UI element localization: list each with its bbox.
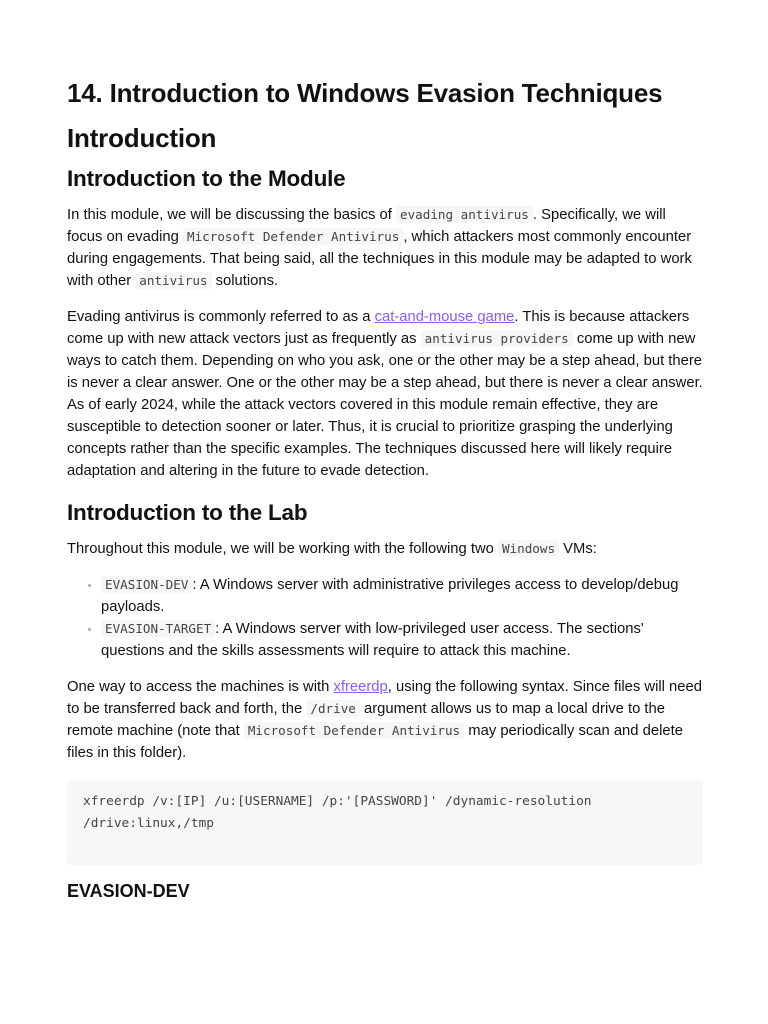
inline-code: Microsoft Defender Antivirus (244, 722, 464, 739)
text: . This is because attackers come up with new attack vectors just as frequently as (67, 309, 690, 347)
section-title: Introduction (67, 123, 217, 153)
lab-heading: Introduction to the Lab (67, 500, 308, 525)
text: One way to access the machines is with (67, 679, 334, 695)
text: : A Windows server with administrative privileges access to develop/debug payloads. (101, 577, 679, 615)
text: come up with new ways to catch them. Depending on who you ask, one or the other may be a step ahead, but there is never a clear answer. One or the other may be a step ahead, but there is never a clear answer. As of early 2024, while the attack vectors covered in this module remain effective, they are susceptible to detection sooner or later. Thus, it is crucial to prioritize grasping the underlying concepts rather than the specific examples. The techniques discussed here will likely require adaptation and altering in the future to evade detection. (67, 331, 703, 479)
subheading-wrapper (67, 879, 703, 903)
text: Evading antivirus is commonly referred to as a (67, 309, 375, 325)
lab-paragraph-1 (67, 538, 703, 560)
text: , using the following syntax. Since files will need to be transferred back and forth, the (67, 679, 702, 717)
text: , which attackers most commonly encounter during engagements. That being said, all the techniques in this module may be adapted to work with other (67, 229, 692, 289)
text: Throughout this module, we will be working with the following two (67, 541, 498, 557)
vm-list (67, 574, 703, 662)
inline-code: EVASION-TARGET (101, 620, 215, 637)
text: In this module, we will be discussing the basics of (67, 207, 396, 223)
document-content (67, 74, 703, 903)
code-block[interactable]: xfreerdp /v:[IP] /u:[USERNAME] /p:'[PASSWORD]' /dynamic-resolution /drive:linux,/tmp (67, 780, 703, 865)
inline-code: /drive (306, 700, 360, 717)
inline-code: Microsoft Defender Antivirus (183, 228, 403, 245)
list-item (101, 618, 703, 662)
module-paragraph-1 (67, 204, 703, 292)
inline-code: antivirus (135, 272, 211, 289)
inline-code: evading antivirus (396, 206, 533, 223)
module-heading: Introduction to the Module (67, 166, 346, 191)
xfreerdp-link[interactable]: xfreerdp (333, 679, 388, 695)
list-item (101, 574, 703, 618)
evasion-dev-heading: EVASION-DEV (67, 881, 190, 901)
inline-code: antivirus providers (421, 330, 573, 347)
module-paragraph-2 (67, 306, 703, 482)
cat-and-mouse-link[interactable]: cat-and-mouse game (374, 309, 515, 325)
inline-code: Windows (498, 540, 559, 557)
text: . Specifically, we will focus on evading (67, 207, 666, 245)
text: VMs: (559, 541, 597, 557)
lab-paragraph-2 (67, 676, 703, 764)
text: solutions. (211, 273, 279, 289)
inline-code: EVASION-DEV (101, 576, 192, 593)
text: : A Windows server with low-privileged user access. The sections' questions and the skills assessments will require to attack this machine. (101, 621, 644, 659)
chapter-title: 14. Introduction to Windows Evasion Techniques (67, 78, 663, 108)
text: argument allows us to map a local drive to the remote machine (note that (67, 701, 665, 739)
text: may periodically scan and delete files in this folder). (67, 723, 683, 761)
